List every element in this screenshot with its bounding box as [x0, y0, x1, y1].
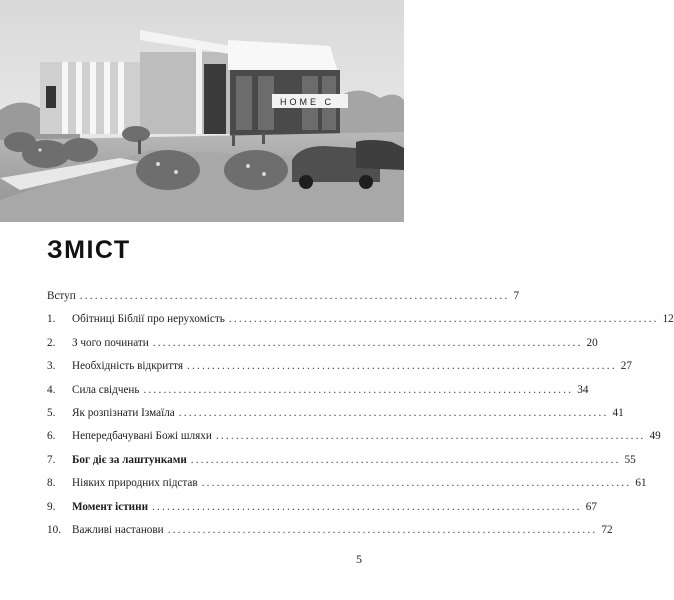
toc-leader-dots: ......................................................................................	[143, 383, 574, 396]
page-number: 5	[356, 552, 362, 566]
toc-entry-title: Ніяких природних підстав	[72, 477, 198, 490]
toc-entry-page: 49	[649, 430, 661, 443]
toc-entry[interactable]	[47, 336, 598, 360]
toc-entry[interactable]	[47, 430, 661, 453]
toc-entry-title: Непередбачувані Божі шляхи	[72, 430, 212, 443]
page-title: ЗМІСТ	[47, 236, 131, 264]
toc-leader-dots: ......................................................................................	[190, 453, 621, 466]
toc-entry-page: 55	[624, 453, 636, 466]
toc-entry[interactable]	[47, 453, 636, 477]
building-sign-text: HOME C	[280, 97, 334, 107]
toc-entry-number: 8.	[47, 477, 56, 490]
toc-entry-number: 7.	[47, 453, 56, 466]
toc-leader-dots: ......................................................................................	[79, 290, 510, 302]
toc-entry[interactable]	[47, 406, 624, 430]
toc-entry-number: 10.	[47, 523, 61, 536]
toc-entry[interactable]	[47, 500, 597, 524]
toc-entry-number: 3.	[47, 360, 56, 373]
toc-entry-title: Як розпізнати Ізмаїла	[72, 406, 175, 419]
toc-leader-dots: ......................................................................................	[201, 477, 632, 490]
toc-entry-page: 72	[601, 523, 613, 536]
toc-entry[interactable]	[47, 477, 647, 500]
toc-entry-title: Обітниці Біблії про нерухомість	[72, 313, 225, 326]
toc-entry-title: Сила свідчень	[72, 383, 140, 396]
toc-leader-dots: ......................................................................................	[167, 523, 598, 536]
toc-leader-dots: ......................................................................................	[228, 313, 659, 326]
toc-entry-number: 9.	[47, 500, 56, 513]
toc-leader-dots: ......................................................................................	[215, 430, 646, 443]
toc-entry-title: Вступ	[47, 290, 76, 302]
toc-entry[interactable]	[47, 383, 589, 407]
toc-entry-title: Необхідність відкриття	[72, 360, 184, 373]
toc-entry-number: 2.	[47, 336, 56, 349]
toc-entry-page: 27	[620, 360, 632, 373]
toc-entry[interactable]	[47, 313, 674, 336]
toc-entry[interactable]	[47, 523, 613, 547]
toc-entry-title: Момент істини	[72, 500, 149, 513]
toc-leader-dots: ......................................................................................	[187, 360, 617, 373]
toc-entry-page: 67	[585, 500, 597, 513]
toc-entry-number: 4.	[47, 383, 56, 396]
toc-entry-number: 5.	[47, 406, 56, 419]
building-photo	[0, 0, 404, 222]
toc-entry-page: 34	[577, 383, 589, 396]
toc-leader-dots: ......................................................................................	[152, 500, 582, 513]
toc-entry[interactable]	[47, 360, 632, 383]
toc-entry-page: 61	[635, 477, 647, 490]
toc-leader-dots: ......................................................................................	[178, 406, 609, 419]
toc-entry-number: 1.	[47, 313, 56, 326]
toc-entry-page: 12	[662, 313, 674, 326]
toc-entry-page: 41	[612, 406, 624, 419]
toc-entry-title: З чого починати	[72, 336, 149, 349]
toc-entry-title: Важливі настанови	[72, 523, 164, 536]
toc-entry-page: 7	[513, 290, 520, 302]
toc-entry-page: 20	[586, 336, 598, 349]
toc-entry-title: Бог діє за лаштунками	[72, 453, 187, 466]
toc-leader-dots: ......................................................................................	[152, 336, 583, 349]
toc-entry[interactable]	[47, 290, 520, 313]
building-illustration	[0, 0, 404, 222]
toc-entry-number: 6.	[47, 430, 56, 443]
table-of-contents	[47, 290, 674, 547]
